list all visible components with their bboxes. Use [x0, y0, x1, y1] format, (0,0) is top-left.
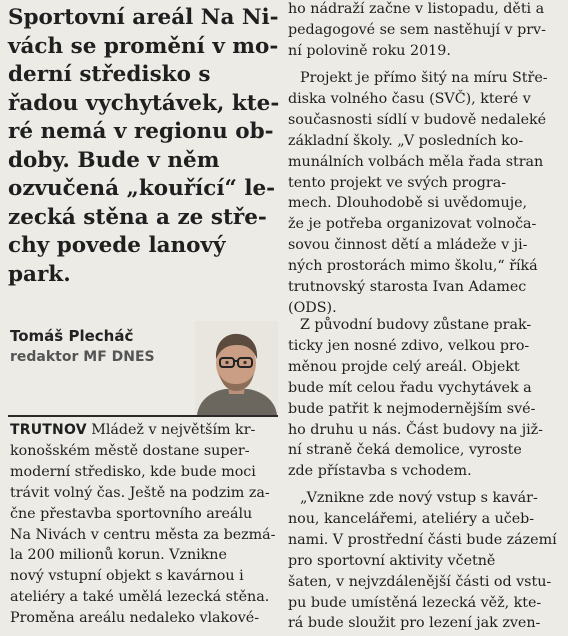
- body-line: čne přestavba sportovního areálu: [10, 505, 253, 522]
- headline-line: derní středisko s: [8, 62, 211, 87]
- body-line: mech. Dlouhodobě si uvědomuje,: [288, 195, 528, 212]
- body-line: ní straně čeká demolice, vyroste: [288, 442, 522, 459]
- body-line: la 200 milionů korun. Vznikne: [10, 547, 227, 564]
- body-line: ho nádraží začne v listopadu, děti a: [288, 1, 545, 17]
- body-line: měnou projde celý areál. Objekt: [288, 358, 520, 375]
- body-line: moderní středisko, kde bude moci: [10, 463, 256, 480]
- body-line: ho druhu u nás. Část budovy na již-: [288, 421, 543, 438]
- body-line: současnosti sídlí v budově nedaleké: [288, 111, 547, 128]
- paragraph-quote: [288, 488, 564, 634]
- headline-line: doby. Bude v něm: [8, 147, 220, 173]
- headline-line: chy povede lanový: [8, 233, 226, 258]
- lead-first-line-text: Mládež v největším kr-: [91, 422, 256, 438]
- body-line: konošském městě dostane super-: [10, 442, 250, 459]
- body-line: bude patřit k nejmodernějším své-: [288, 400, 536, 417]
- body-line: munálních volbách měla řada stran: [288, 153, 544, 170]
- byline: [10, 326, 200, 367]
- body-line: nový vstupní objekt s kavárnou i: [10, 568, 244, 585]
- body-line: tento projekt ve svých progra-: [288, 174, 507, 191]
- body-line: šaten, v nejvzdálenější části od vstu-: [288, 573, 552, 590]
- headline: [8, 4, 280, 289]
- body-line: pro sportovní aktivity včetně: [288, 552, 496, 569]
- headline-line: ré nemá v regionu ob-: [8, 119, 274, 144]
- body-line: ticky jen nosné zdivo, velkou pro-: [288, 337, 530, 354]
- author-role: redaktor MF DNES: [10, 349, 155, 365]
- left-column: [6, 0, 278, 636]
- headline-line: Sportovní areál Na Ni-: [8, 5, 279, 30]
- body-line: Na Nivách v centru města za bezmá-: [10, 526, 276, 543]
- headline-line: park.: [8, 261, 71, 287]
- body-line: zde přístavba s vchodem.: [288, 463, 472, 480]
- body-line: pu bude umístěná lezecká věž, kte-: [288, 594, 542, 611]
- body-line: ných prostorách mimo školu,“ říká: [288, 258, 538, 275]
- byline-divider: [8, 415, 278, 417]
- headline-line: řadou vychytávek, kte-: [8, 90, 280, 116]
- body-line: Proměna areálu nedaleko vlakové-: [10, 610, 260, 627]
- body-line: že je potřeba organizovat volnoča-: [288, 216, 537, 233]
- body-line: ateliéry a také umělá lezecká stěna.: [10, 589, 270, 606]
- body-line: diska volného času (SVČ), které v: [288, 90, 531, 107]
- body-line: sovou činnost dětí a mládeže v ji-: [288, 237, 528, 254]
- lead-paragraph: [10, 420, 278, 629]
- body-line: ní polovině roku 2019.: [288, 42, 451, 59]
- author-photo: [195, 321, 278, 415]
- body-line: nou, kancelářemi, ateliéry a učeb-: [288, 510, 535, 527]
- paragraph-building: [288, 315, 564, 482]
- author-portrait-icon: [195, 321, 278, 415]
- author-name: Tomáš Plecháč: [10, 327, 134, 345]
- headline-line: ozvučená „kouřící“ le-: [8, 176, 276, 201]
- lead-first-line: [10, 420, 278, 441]
- body-line: pedagogové se sem nastěhují v prv-: [288, 21, 546, 38]
- body-line: „Vznikne zde nový vstup s kavár-: [300, 490, 538, 506]
- body-line: Z původní budovy zůstane prak-: [300, 317, 532, 333]
- dateline: TRUTNOV: [10, 422, 87, 438]
- body-line: Projekt je přímo šitý na míru Stře-: [300, 70, 548, 86]
- body-line: trávit volný čas. Ještě na podzim za-: [10, 484, 270, 501]
- headline-line: zecká stěna a ze stře-: [8, 204, 267, 230]
- headline-line: vách se promění v mo-: [8, 33, 279, 59]
- body-line: nami. V prostřední části bude zázemí: [288, 531, 557, 548]
- body-line: trutnovský starosta Ivan Adamec: [288, 279, 527, 296]
- body-line: rá bude sloužit pro lezení jak zven-: [288, 615, 541, 632]
- paragraph-continuation: [288, 0, 564, 62]
- body-line: základní školy. „V posledních ko-: [288, 132, 524, 149]
- right-column: [288, 0, 564, 636]
- paragraph-project: [288, 68, 564, 319]
- body-line: bude mít celou řadu vychytávek a: [288, 379, 532, 396]
- body-line: (ODS).: [288, 299, 337, 316]
